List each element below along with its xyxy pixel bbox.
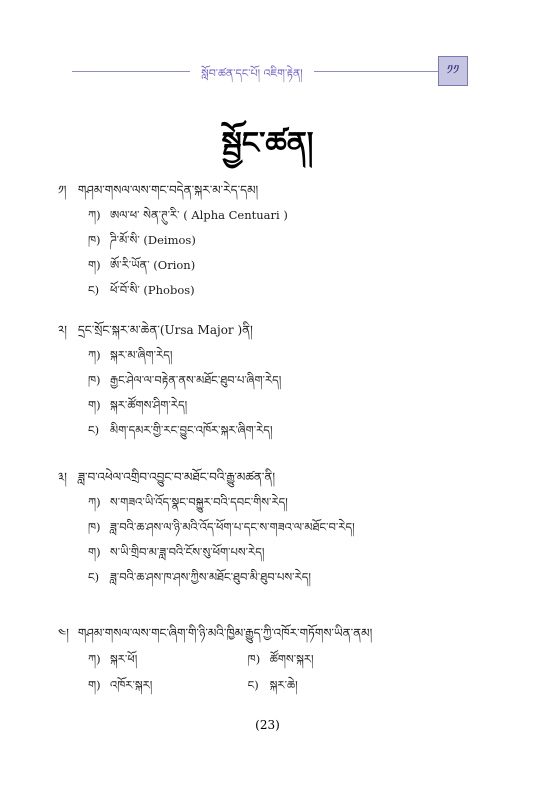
question-line <box>58 317 498 343</box>
question-text: ཟླ་བ་འཕེལ་འགྲིབ་འབྱུང་བ་མཐོང་བའི་རྒྱུ་མཚན་ནི། <box>77 470 276 484</box>
option-text: ཨོ་རི་ཡོན་ (Orion) <box>110 258 196 272</box>
option-nga <box>58 278 498 303</box>
option-ga <box>88 672 244 698</box>
option-label: ཀ) <box>88 348 101 362</box>
option-text: ཌི་མོ་སི་ (Deimos) <box>110 233 196 247</box>
option-label: ཀ) <box>88 652 101 666</box>
option-text: སྐར་ཚོགས་ཤིག་རེད། <box>110 398 188 412</box>
option-label: ག) <box>88 678 101 692</box>
option-label: ང) <box>247 678 259 692</box>
option-ka <box>88 646 244 672</box>
option-text: སྐར་མ་ཞིག་རེད། <box>110 348 173 362</box>
page-number: (23) <box>255 718 280 732</box>
option-label: ག) <box>88 398 101 412</box>
option-ga <box>58 393 498 418</box>
page-header <box>0 56 535 88</box>
option-text: ཨལ་ཕ་ སེན་ཊུ་རི་ ( Alpha Centuari ) <box>110 208 288 222</box>
option-label: ང) <box>88 423 100 437</box>
option-label: ཁ) <box>88 520 101 534</box>
option-kha <box>248 646 404 672</box>
header-rule-left <box>72 71 190 72</box>
question-line <box>58 177 498 203</box>
option-text: ཕོ་བོ་སི་ (Phobos) <box>110 283 195 297</box>
question-4 <box>58 620 498 698</box>
question-number: ༢། <box>58 323 67 337</box>
option-text: འཁོར་སྐར། <box>110 678 153 692</box>
option-label: ཁ) <box>88 233 101 247</box>
option-kha <box>58 368 498 393</box>
option-text: རྒྱང་ཤེལ་ལ་བརྟེན་ནས་མཐོང་ཐུབ་པ་ཞིག་རེད། <box>110 373 282 387</box>
option-text: སྐར་ཆེ། <box>269 678 298 692</box>
question-text: གཤམ་གསལ་ལས་གང་བདེན་སྐར་མ་རེད་དམ། <box>77 183 259 197</box>
option-label: ཀ) <box>88 495 101 509</box>
option-label: ཁ) <box>88 373 101 387</box>
option-nga <box>58 565 498 590</box>
option-label: ག) <box>88 545 101 559</box>
option-nga <box>248 672 404 698</box>
question-text: དྲང་སྲོང་སྐར་མ་ཆེན་(Ursa Major )ནི། <box>77 323 253 337</box>
option-text: ཚོགས་སྐར། <box>269 652 314 666</box>
option-text: སྐར་ཕོ། <box>110 652 138 666</box>
option-kha <box>58 515 498 540</box>
option-text: ས་ཡི་གྲིབ་མ་ཟླ་བའི་ངོས་སུ་ཕོག་པས་རེད། <box>110 545 265 559</box>
options-row <box>88 672 498 698</box>
option-label: ང) <box>88 570 100 584</box>
question-1 <box>58 177 498 303</box>
option-kha <box>58 228 498 253</box>
option-ka <box>58 490 498 515</box>
option-text: ཟླ་བའི་ཆ་ཤས་ཁ་ཤས་ཀྱིས་མཐོང་ཐུབ་མི་ཐུབ་པས་རེད། <box>110 570 311 584</box>
option-text: ས་གཟའ་ཡི་འོད་སྣང་བསྐྱུར་བའི་དབང་གིས་རེད། <box>110 495 288 509</box>
options-grid <box>58 646 498 698</box>
question-number: ༤། <box>58 626 69 640</box>
options-row <box>88 646 498 672</box>
option-ka <box>58 203 498 228</box>
option-label: ག) <box>88 258 101 272</box>
question-2 <box>58 317 498 443</box>
question-line <box>58 620 498 646</box>
option-text: མིག་དམར་གྱི་རང་བྱུང་འཁོར་སྐར་ཞིག་རེད། <box>110 423 273 437</box>
page-number-badge: ༡༡ <box>438 56 468 86</box>
question-text: གཤམ་གསལ་ལས་གང་ཞིག་གི་ཉི་མའི་ཁྱིམ་རྒྱུད་ཀྱི་འཁོར་གཏོགས་ཡིན་ནམ། <box>77 626 373 640</box>
question-number: ༡། <box>58 183 67 197</box>
running-head: སློབ་ཚན་དང་པོ། འཇིག་རྟེན། <box>201 67 303 80</box>
option-ga <box>58 253 498 278</box>
option-nga <box>58 418 498 443</box>
option-label: ཀ) <box>88 208 101 222</box>
exercise-title: སྦྱོང་ཚན། <box>221 126 314 161</box>
option-ka <box>58 343 498 368</box>
question-number: ༣། <box>58 470 67 484</box>
header-rule-right <box>314 71 438 72</box>
option-label: ང) <box>88 283 100 297</box>
option-label: ཁ) <box>247 652 261 666</box>
question-3 <box>58 464 498 590</box>
option-text: ཟླ་བའི་ཆ་ཤས་ལ་ཉི་མའི་འོད་ཕོག་པ་དང་ས་གཟའ་ལ་མཐོང་བ་རེད། <box>110 520 355 534</box>
option-ga <box>58 540 498 565</box>
question-line <box>58 464 498 490</box>
